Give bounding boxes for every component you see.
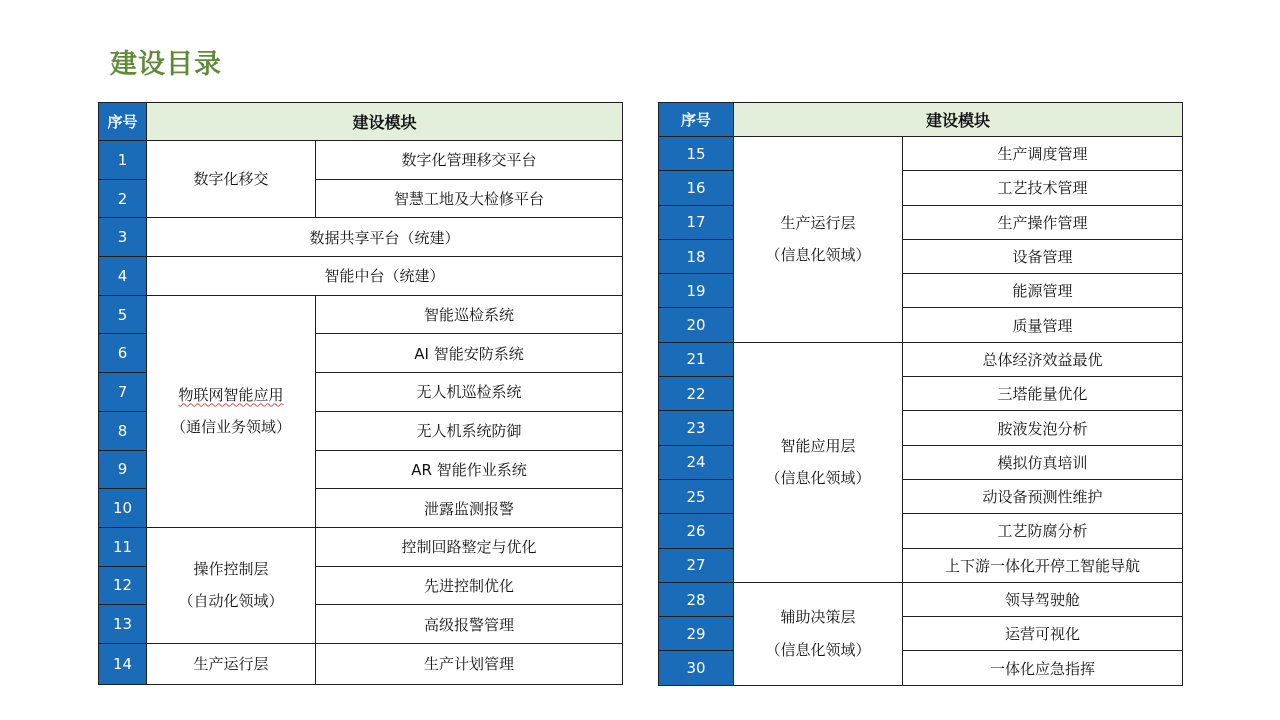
module-cell: AR 智能作业系统 [316, 450, 623, 489]
row-number: 18 [659, 239, 734, 273]
table-row [659, 342, 1183, 376]
row-number: 14 [99, 643, 147, 684]
row-number: 27 [659, 548, 734, 582]
module-cell-wide: 智能中台（统建） [147, 257, 623, 296]
row-number: 9 [99, 450, 147, 489]
table-header-row [659, 103, 1183, 137]
module-cell: 领导驾驶舱 [903, 582, 1183, 616]
module-cell: 运营可视化 [903, 617, 1183, 651]
group-cell: 数字化移交 [147, 141, 316, 218]
module-cell-wide: 数据共享平台（统建） [147, 218, 623, 257]
table-header-row [99, 103, 623, 141]
row-number: 3 [99, 218, 147, 257]
group-label: 生产运行层 [780, 213, 856, 232]
module-cell: 工艺技术管理 [903, 171, 1183, 205]
module-cell: 泄露监测报警 [316, 489, 623, 528]
catalog-table-left [98, 102, 623, 685]
row-number: 25 [659, 479, 734, 513]
group-sublabel: （信息化领域） [765, 469, 871, 488]
row-number: 16 [659, 171, 734, 205]
catalog-table-right [658, 102, 1183, 686]
row-number: 5 [99, 295, 147, 334]
module-cell: 一体化应急指挥 [903, 651, 1183, 685]
module-cell: 先进控制优化 [316, 566, 623, 605]
table-row [99, 141, 623, 180]
group-cell [734, 582, 903, 685]
module-cell: 智慧工地及大检修平台 [316, 179, 623, 218]
module-cell: 无人机系统防御 [316, 411, 623, 450]
header-no: 序号 [659, 103, 734, 137]
group-sublabel: （信息化领域） [765, 640, 871, 659]
table-row [99, 527, 623, 566]
module-cell: 胺液发泡分析 [903, 411, 1183, 445]
table-row [99, 257, 623, 296]
module-cell: 三塔能量优化 [903, 377, 1183, 411]
module-cell: 数字化管理移交平台 [316, 141, 623, 180]
table-row [99, 295, 623, 334]
table-row [99, 643, 623, 684]
group-cell [147, 295, 316, 527]
group-label: 智能应用层 [780, 436, 856, 455]
module-cell: 模拟仿真培训 [903, 445, 1183, 479]
module-cell: 动设备预测性维护 [903, 479, 1183, 513]
module-cell: 工艺防腐分析 [903, 514, 1183, 548]
group-cell [147, 527, 316, 643]
row-number: 6 [99, 334, 147, 373]
row-number: 2 [99, 179, 147, 218]
row-number: 12 [99, 566, 147, 605]
row-number: 7 [99, 373, 147, 412]
row-number: 4 [99, 257, 147, 296]
module-cell: 能源管理 [903, 274, 1183, 308]
table-row [99, 218, 623, 257]
module-cell: 设备管理 [903, 239, 1183, 273]
row-number: 30 [659, 651, 734, 685]
group-cell: 生产运行层 [147, 643, 316, 684]
group-label: 操作控制层 [193, 559, 269, 578]
row-number: 23 [659, 411, 734, 445]
row-number: 15 [659, 137, 734, 171]
row-number: 17 [659, 205, 734, 239]
module-cell: 高级报警管理 [316, 605, 623, 644]
module-cell: 生产操作管理 [903, 205, 1183, 239]
row-number: 22 [659, 377, 734, 411]
header-no: 序号 [99, 103, 147, 141]
row-number: 26 [659, 514, 734, 548]
page-title: 建设目录 [110, 49, 222, 80]
header-module: 建设模块 [734, 103, 1183, 137]
group-label: 物联网智能应用 [178, 385, 284, 404]
module-cell: 智能巡检系统 [316, 295, 623, 334]
table-row [659, 137, 1183, 171]
row-number: 13 [99, 605, 147, 644]
table-row [659, 582, 1183, 616]
row-number: 11 [99, 527, 147, 566]
group-cell [734, 342, 903, 582]
row-number: 29 [659, 617, 734, 651]
group-sublabel: （通信业务领域） [170, 418, 291, 437]
group-sublabel: （信息化领域） [765, 246, 871, 265]
row-number: 19 [659, 274, 734, 308]
module-cell: 无人机巡检系统 [316, 373, 623, 412]
module-cell: 上下游一体化开停工智能导航 [903, 548, 1183, 582]
row-number: 20 [659, 308, 734, 342]
group-cell [734, 137, 903, 343]
row-number: 8 [99, 411, 147, 450]
row-number: 24 [659, 445, 734, 479]
module-cell: 质量管理 [903, 308, 1183, 342]
row-number: 10 [99, 489, 147, 528]
row-number: 21 [659, 342, 734, 376]
row-number: 28 [659, 582, 734, 616]
module-cell: 总体经济效益最优 [903, 342, 1183, 376]
module-cell: 生产计划管理 [316, 643, 623, 684]
header-module: 建设模块 [147, 103, 623, 141]
group-label: 辅助决策层 [780, 608, 856, 627]
module-cell: 控制回路整定与优化 [316, 527, 623, 566]
group-sublabel: （自动化领域） [178, 592, 284, 611]
row-number: 1 [99, 141, 147, 180]
module-cell: AI 智能安防系统 [316, 334, 623, 373]
module-cell: 生产调度管理 [903, 137, 1183, 171]
